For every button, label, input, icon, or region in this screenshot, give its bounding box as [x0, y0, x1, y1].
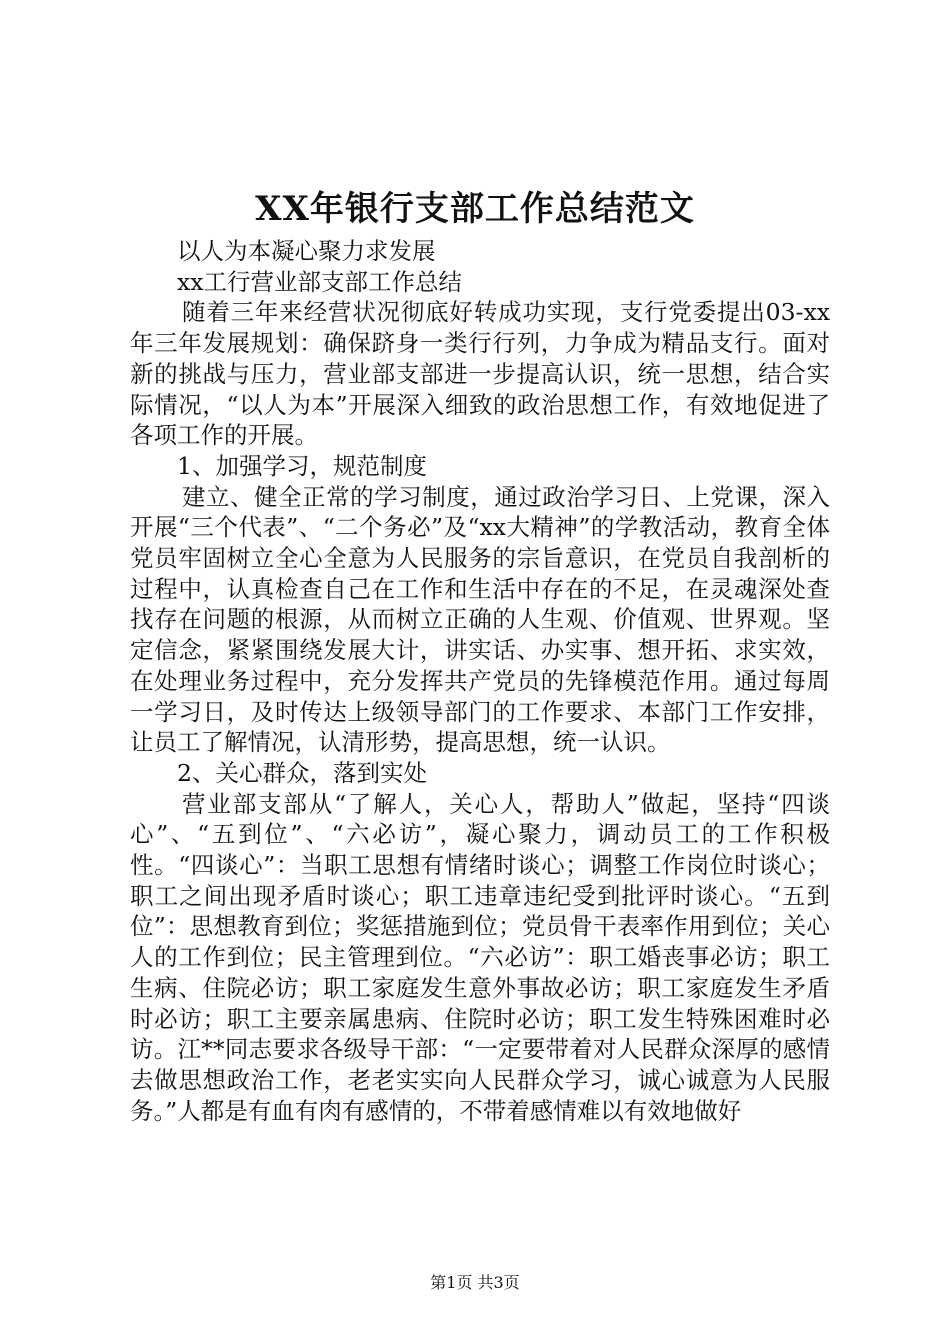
page-number-footer: 第1页 共3页: [430, 1273, 520, 1292]
document-body: [130, 236, 830, 1126]
section-heading: 1、加强学习，规范制度: [177, 451, 427, 480]
subtitle-line: xx工行营业部支部工作总结: [177, 267, 463, 296]
intro-paragraph: 随着三年来经营状况彻底好转成功实现，支行党委提出03-xx年三年发展规划：确保跻身一类行行列，力争成为精品支行。面对新的挑战与压力，营业部支部进一步提高认识，统一思想，结合实际情况，“以人为本”开展深入细致的政治思想工作，有效地促进了各项工作的开展。: [130, 298, 830, 450]
section-paragraph: 营业部支部从“了解人，关心人，帮助人”做起，坚持“四谈心”、“五到位”、“六必访”，凝心聚力，调动员工的工作积极性。“四谈心”：当职工思想有情绪时谈心；调整工作岗位时谈心；职工之间出现矛盾时谈心；职工违章违纪受到批评时谈心。“五到位”：思想教育到位；奖惩措施到位；党员骨干表率作用到位；关心人的工作到位；民主管理到位。“六必访”：职工婚丧事必访；职工生病、住院必访；职工家庭发生意外事故必访；职工家庭发生矛盾时必访；职工主要亲属患病、住院时必访；职工发生特殊困难时必访。江**同志要求各级导干部：“一定要带着对人民群众深厚的感情去做思想政治工作，老老实实向人民群众学习，诚心诚意为人民服务。”人都是有血有肉有感情的，不带着感情难以有效地做好: [130, 789, 830, 1125]
section-paragraph: 建立、健全正常的学习制度，通过政治学习日、上党课，深入开展“三个代表”、“二个务必”及“xx大精神”的学教活动，教育全体党员牢固树立全心全意为人民服务的宗旨意识，在党员自我剖析的过程中，认真检查自己在工作和生活中存在的不足，在灵魂深处查找存在问题的根源，从而树立正确的人生观、价值观、世界观。坚定信念，紧紧围绕发展大计，讲实话、办实事、想开拓、求实效，在处理业务过程中，充分发挥共产党员的先锋模范作用。通过每周一学习日，及时传达上级领导部门的工作要求、本部门工作安排，让员工了解情况，认清形势，提高思想，统一认识。: [130, 482, 830, 757]
subtitle-line: 以人为本凝心聚力求发展: [177, 237, 436, 265]
section-heading: 2、关心群众，落到实处: [177, 758, 427, 787]
document-title: XX年银行支部工作总结范文: [255, 189, 695, 229]
